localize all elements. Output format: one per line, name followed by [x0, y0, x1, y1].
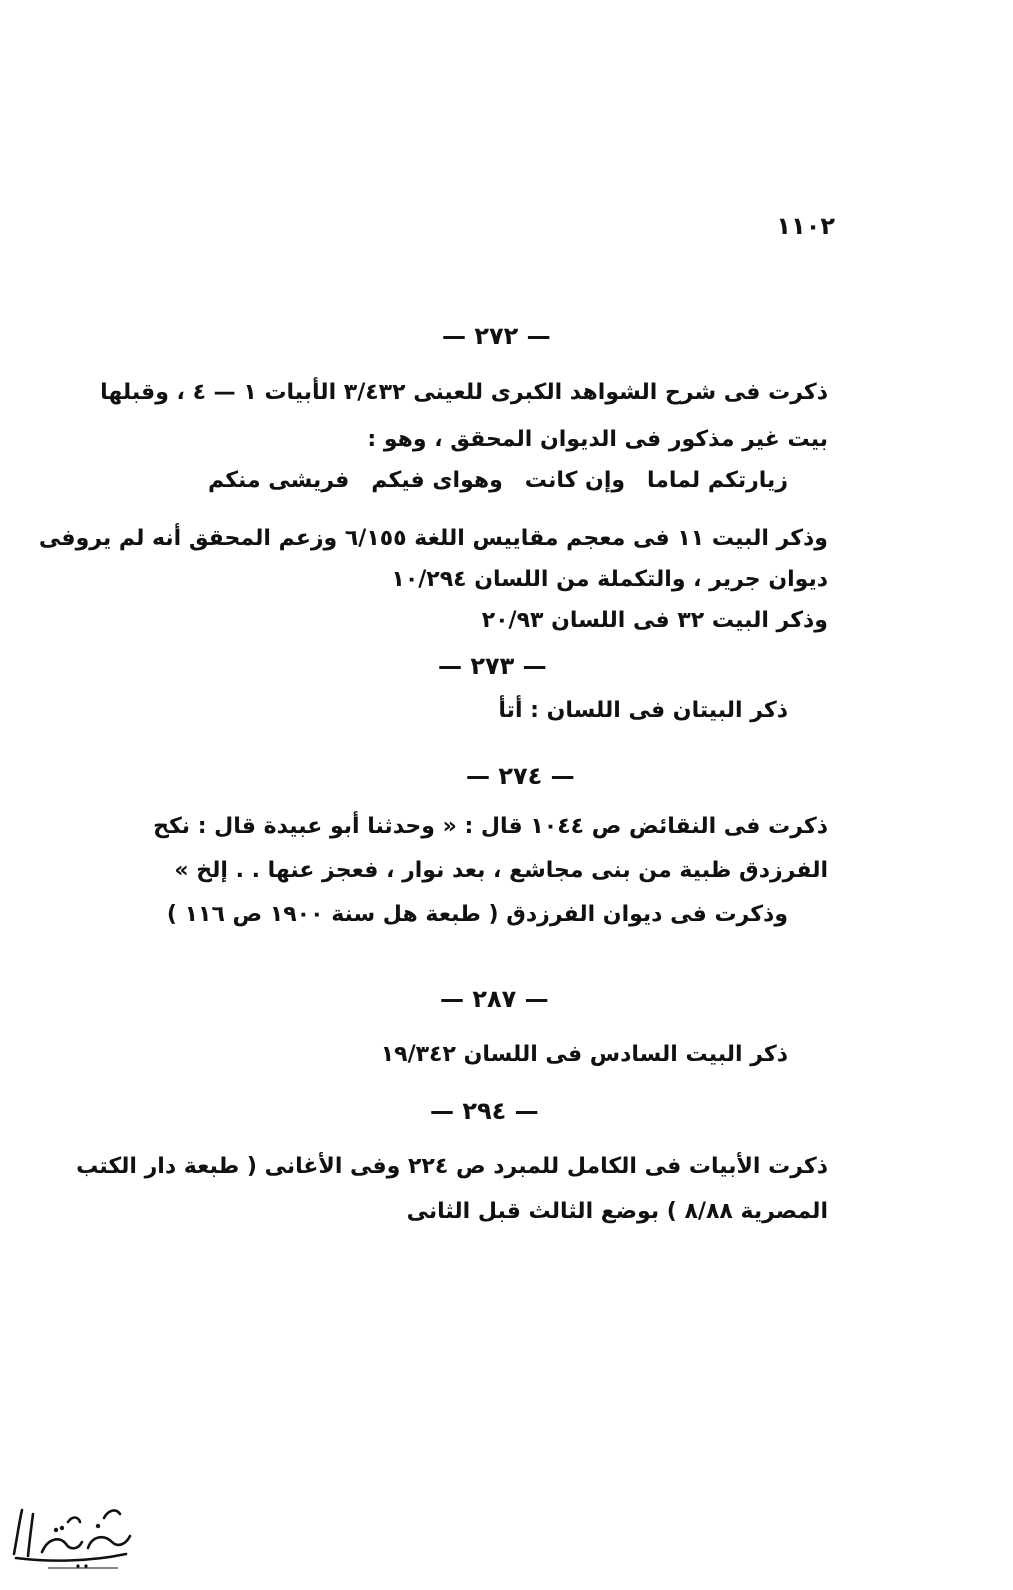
verse-hemistich: زيارتكم لماما	[647, 468, 788, 493]
verse-line	[208, 468, 788, 493]
body-line: وذكر البيت ١١ فى معجم مقاييس اللغة ٦/١٥٥ وزعم المحقق أنه لم يروفى	[38, 526, 828, 551]
calligraphy-logo	[8, 1492, 138, 1572]
section-heading-287: — ٢٨٧ —	[440, 985, 549, 1013]
body-line: ذكرت فى شرح الشواهد الكبرى للعينى ٣/٤٣٢ الأبيات ١ — ٤ ، وقبلها	[100, 380, 828, 405]
body-line: ذكر البيتان فى اللسان : أتأ	[498, 698, 788, 723]
body-line: ذكر البيت السادس فى اللسان ١٩/٣٤٢	[380, 1042, 788, 1067]
body-line: ذكرت فى النقائض ص ١٠٤٤ قال : « وحدثنا أبو عبيدة قال : نكح	[153, 814, 828, 839]
section-heading-272: — ٢٧٢ —	[442, 322, 551, 350]
section-heading-274: — ٢٧٤ —	[466, 762, 575, 790]
body-line: وذكرت فى ديوان الفرزدق ( طبعة هل سنة ١٩٠٠ ص ١١٦ )	[166, 902, 788, 927]
verse-hemistich: وإن كانت	[524, 468, 626, 493]
body-line: المصرية ٨/٨٨ ) بوضع الثالث قبل الثانى	[406, 1199, 828, 1224]
section-heading-273: — ٢٧٣ —	[438, 652, 547, 680]
verse-hemistich: فريشى منكم	[208, 468, 350, 493]
body-line: ديوان جرير ، والتكملة من اللسان ١٠/٢٩٤	[391, 567, 828, 592]
calligraphy-logo-icon	[8, 1492, 138, 1572]
body-line: بيت غير مذكور فى الديوان المحقق ، وهو :	[367, 427, 828, 452]
page-number: ١١٠٢	[776, 212, 835, 240]
body-line: الفرزدق ظبية من بنى مجاشع ، بعد نوار ، فعجز عنها . . إلخ »	[174, 858, 828, 883]
section-heading-294: — ٢٩٤ —	[430, 1097, 539, 1125]
verse-hemistich: وهواى فيكم	[371, 468, 503, 493]
body-line: ذكرت الأبيات فى الكامل للمبرد ص ٢٢٤ وفى الأغانى ( طبعة دار الكتب	[76, 1154, 828, 1179]
body-line: وذكر البيت ٣٢ فى اللسان ٢٠/٩٣	[481, 608, 828, 633]
